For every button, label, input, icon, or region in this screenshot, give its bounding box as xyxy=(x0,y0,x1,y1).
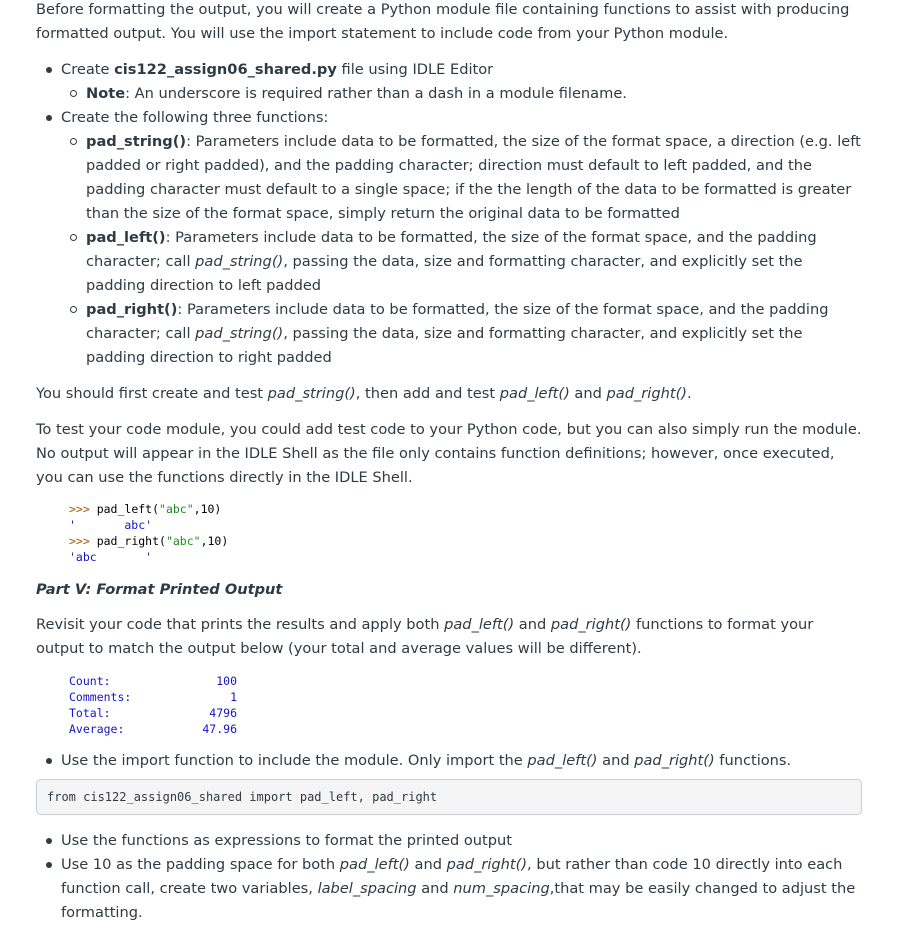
table-row: Average: 47.96 xyxy=(69,722,237,736)
section-heading: Part V: Format Printed Output xyxy=(36,581,283,598)
intro-paragraph: Before formatting the output, you will create a Python module file containing functions to assist with producing formatted output. You will use the import statement to include code from your Python module. xyxy=(36,1,850,42)
list-item: Create the following three functions: pad_string(): Parameters include data to be formatted, the size of the format space, a direction (e.g. left padded or right padded), and the padding character; direction must default to left padded, and the padding character must default to a single space; if the the length of the data to be formatted is greater than the size of the format space, simply return the original data to be formatted pad_left(): Parameters include data to be formatted, the size of the format space, and the padding character; call pad_string(), passing the data, size and formatting character, and explicitly set the padding direction to left padded pad_right(): Parameters include data to be formatted, the size of the format space, and the padding character; call pad_string(), passing the data, size and formatting character, and explicitly set the padding direction to right padded xyxy=(61,106,861,370)
final-bullet-list xyxy=(61,829,861,925)
list-item: Create cis122_assign06_shared.py file using IDLE Editor Note: An underscore is required rather than a dash in a module filename. xyxy=(61,58,861,106)
list-item: Note: An underscore is required rather than a dash in a module filename. xyxy=(86,82,861,106)
list-item: pad_left(): Parameters include data to be formatted, the size of the format space, and the padding character; call pad_string(), passing the data, size and formatting character, and explicitly set the padding direction to left padded xyxy=(86,226,861,298)
module-filename: cis122_assign06_shared.py xyxy=(114,61,337,78)
list-item: Use 10 as the padding space for both pad_left() and pad_right(), but rather than code 10 directly into each function call, create two variables, label_spacing and num_spacing,that may be easily changed to adjust the formatting. xyxy=(61,853,861,925)
list-item: pad_string(): Parameters include data to be formatted, the size of the format space, a direction (e.g. left padded or right padded), and the padding character; direction must default to left padded, and the padding character must default to a single space; if the the length of the data to be formatted is greater than the size of the format space, simply return the original data to be formatted xyxy=(86,130,861,226)
test-paragraph: To test your code module, you could add test code to your Python code, but you can also simply run the module. No output will appear in the IDLE Shell as the file only contains function definitions; however, once executed, you can use the functions directly in the IDLE Shell. xyxy=(36,421,862,486)
list-item: Use the functions as expressions to format the printed output xyxy=(61,829,861,853)
import-code-block[interactable]: from cis122_assign06_shared import pad_left, pad_right xyxy=(36,779,862,815)
idle-shell-example: >>> pad_left("abc",10) ' abc' >>> pad_right("abc",10) 'abc ' xyxy=(69,502,229,564)
module-bullet-list xyxy=(61,58,861,370)
import-bullet-list xyxy=(61,749,861,773)
table-row: Count: 100 xyxy=(69,674,237,688)
first-create-paragraph: You should first create and test pad_string(), then add and test pad_left() and pad_right(). xyxy=(36,385,692,402)
table-row: Comments: 1 xyxy=(69,690,237,704)
list-item: Use the import function to include the module. Only import the pad_left() and pad_right() functions. xyxy=(61,749,861,773)
list-item: pad_right(): Parameters include data to be formatted, the size of the format space, and the padding character; call pad_string(), passing the data, size and formatting character, and explicitly set the padding direction to right padded xyxy=(86,298,861,370)
table-row: Total: 4796 xyxy=(69,706,237,720)
revisit-paragraph: Revisit your code that prints the results and apply both pad_left() and pad_right() functions to format your output to match the output below (your total and average values will be different). xyxy=(36,616,814,657)
output-table xyxy=(69,674,239,738)
